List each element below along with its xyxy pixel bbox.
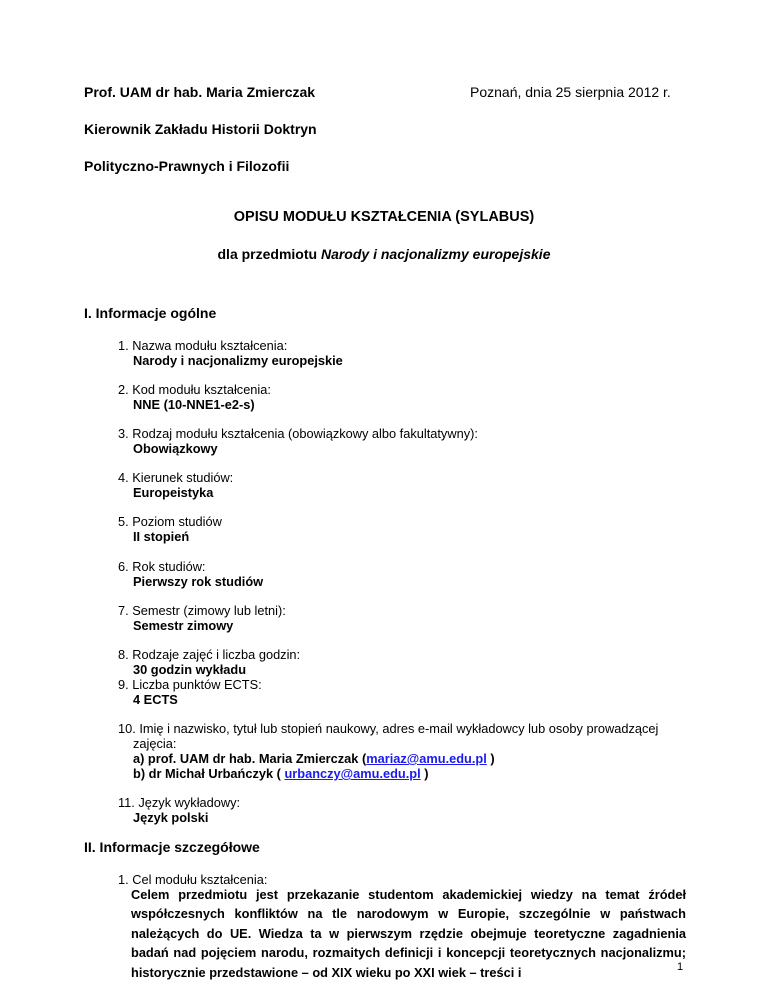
item-9-value: 4 ECTS [133, 692, 178, 707]
page-number: 1 [677, 961, 684, 973]
document-title: OPISU MODUŁU KSZTAŁCENIA (SYLABUS) [233, 209, 535, 225]
item-8-label: 8. Rodzaje zajęć i liczba godzin: [118, 647, 301, 662]
section-2-heading: II. Informacje szczegółowe [84, 839, 260, 855]
item-7-label: 7. Semestr (zimowy lub letni): [118, 603, 286, 618]
lecturer-a [133, 751, 495, 766]
author-name: Prof. UAM dr hab. Maria Zmierczak [84, 84, 316, 100]
lecturer-a-suffix: ) [486, 751, 495, 766]
section-1-heading: I. Informacje ogólne [84, 305, 217, 321]
item-8-value: 30 godzin wykładu [133, 662, 247, 677]
item-10-label-cont: zajęcia: [133, 736, 177, 751]
lecturer-a-email-link[interactable]: mariaz@amu.edu.pl [366, 751, 487, 766]
item-11-label: 11. Język wykładowy: [118, 795, 241, 810]
lecturer-b-suffix: ) [420, 766, 429, 781]
item-3-label: 3. Rodzaj modułu kształcenia (obowiązkowy albo fakultatywny): [118, 426, 478, 441]
item-4-label: 4. Kierunek studiów: [118, 470, 234, 485]
item-7-value: Semestr zimowy [133, 618, 234, 633]
lecturer-b [133, 766, 429, 781]
item-10-label: 10. Imię i nazwisko, tytuł lub stopień naukowy, adres e-mail wykładowcy lub osoby prowadzącej [118, 721, 659, 736]
section-2-item-1-text: Celem przedmiotu jest przekazanie studentom akademickiej wiedzy na temat źródeł współczesnych konfliktów na tle narodowym w Europie, szczególnie w państwach należących do UE. Wiedza ta w pierwszym rzędzie obejmuje teoretyczne zagadnienia badań nad pojęciem narodu, rozmaitych definicji i koncepcji teoretycznych nacjonalizmu; historycznie przedstawione – od XIX wieku po XXI wiek – treści i [131, 887, 686, 980]
section-2-item-1-label: 1. Cel modułu kształcenia: [118, 872, 268, 887]
place-date: Poznań, dnia 25 sierpnia 2012 r. [470, 84, 671, 100]
item-6-label: 6. Rok studiów: [118, 559, 206, 574]
subtitle-prefix: dla przedmiotu [217, 246, 321, 262]
item-11-value: Język polski [133, 810, 209, 825]
item-5-value: II stopień [133, 529, 190, 544]
department-line-1: Kierownik Zakładu Historii Doktryn [84, 121, 317, 137]
item-5-label: 5. Poziom studiów [118, 514, 222, 529]
item-1-label: 1. Nazwa modułu kształcenia: [118, 338, 288, 353]
item-1-value: Narody i nacjonalizmy europejskie [133, 353, 343, 368]
subject-name: Narody i nacjonalizmy europejskie [320, 246, 551, 262]
document-subtitle [0, 246, 768, 262]
item-2-label: 2. Kod modułu kształcenia: [118, 382, 271, 397]
item-9-label: 9. Liczba punktów ECTS: [118, 677, 262, 692]
item-3-value: Obowiązkowy [133, 441, 218, 456]
item-2-value: NNE (10-NNE1-e2-s) [133, 397, 255, 412]
lecturer-b-name: b) dr Michał Urbańczyk ( [133, 766, 285, 781]
department-line-2: Polityczno-Prawnych i Filozofii [84, 158, 290, 174]
item-4-value: Europeistyka [133, 485, 214, 500]
lecturer-b-email-link[interactable]: urbanczy@amu.edu.pl [284, 766, 421, 781]
item-6-value: Pierwszy rok studiów [133, 574, 264, 589]
lecturer-a-name: a) prof. UAM dr hab. Maria Zmierczak ( [133, 751, 367, 766]
